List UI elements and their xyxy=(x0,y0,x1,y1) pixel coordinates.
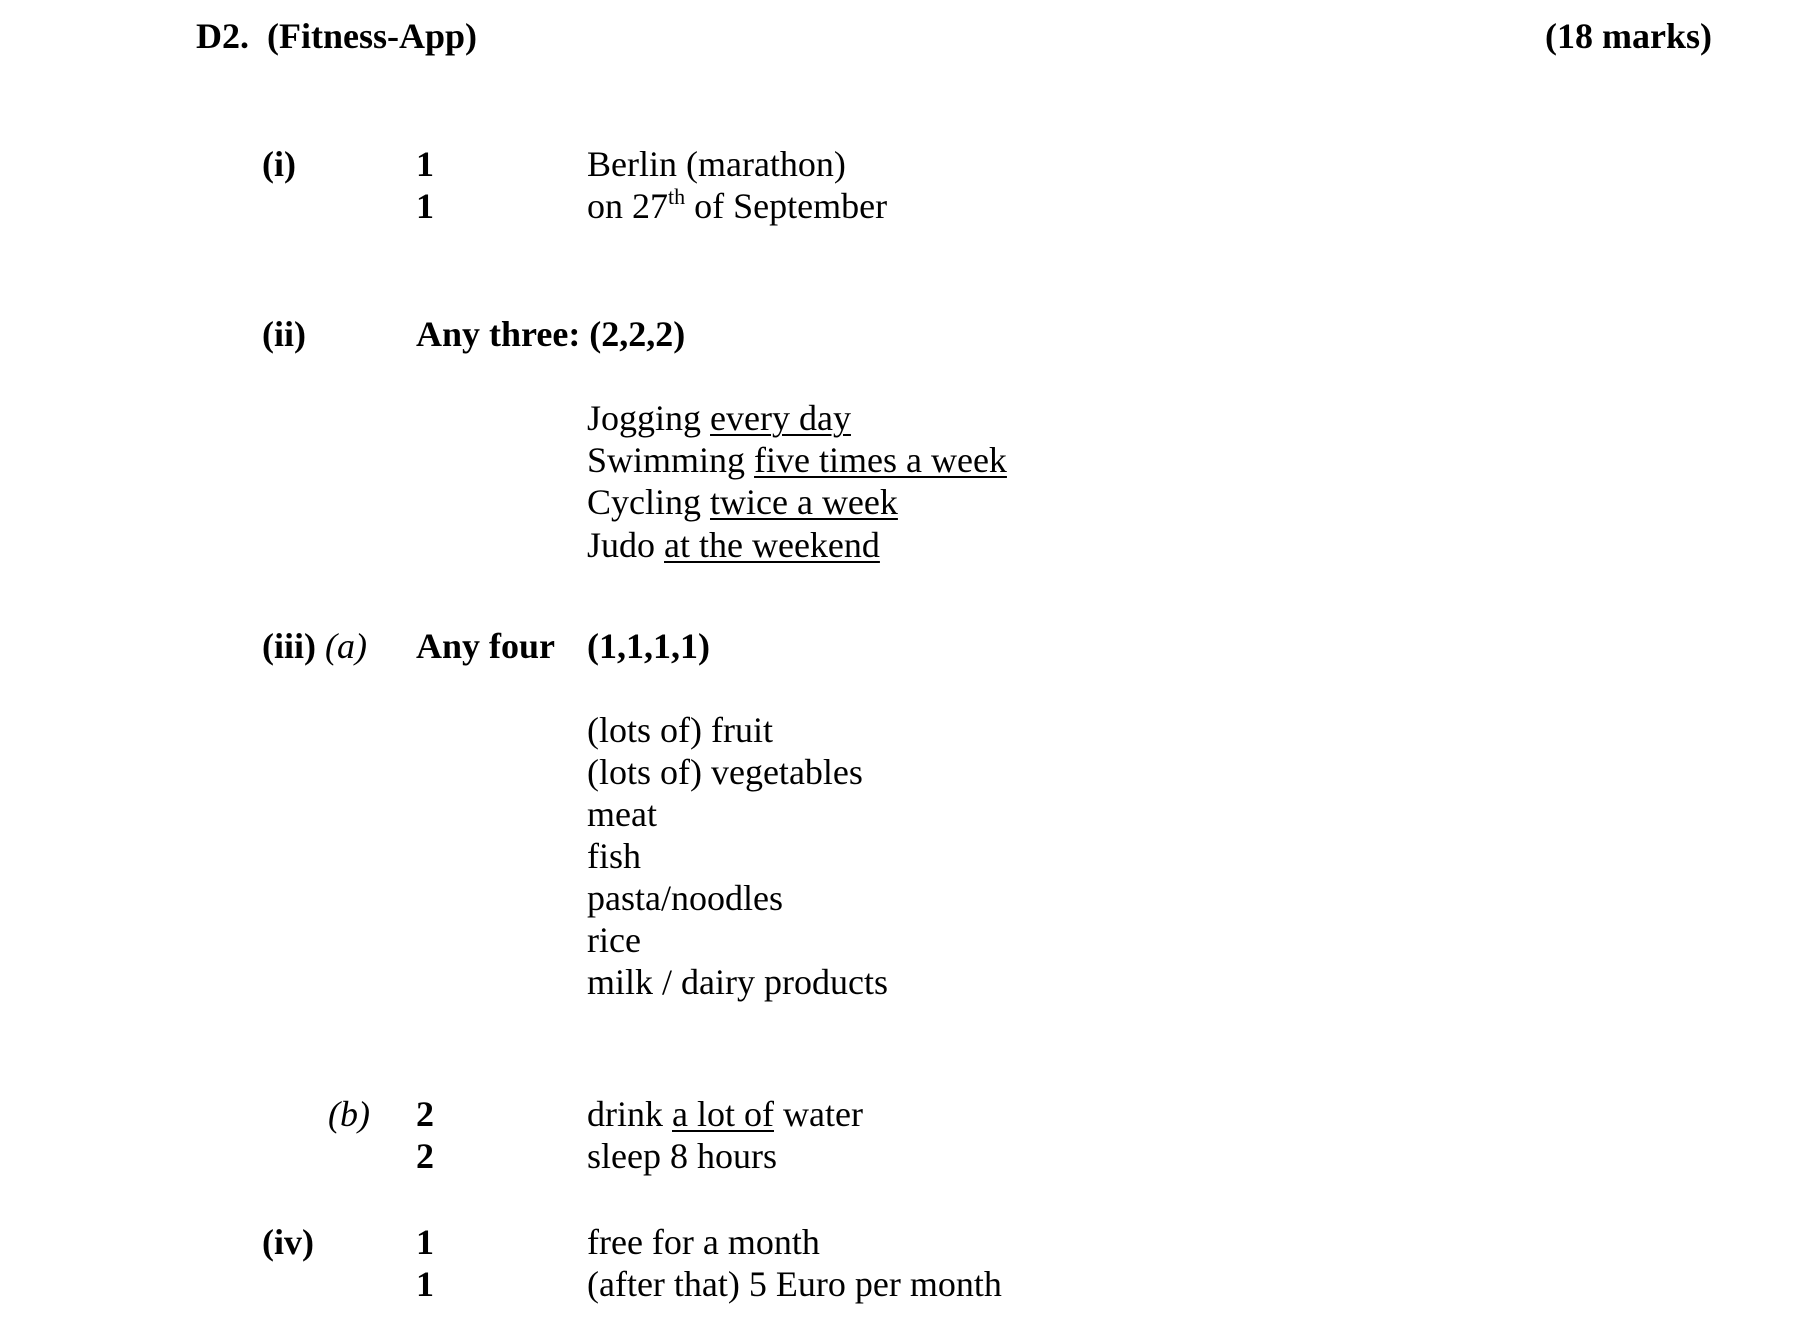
section-iv-mark-2: 1 xyxy=(416,1264,434,1304)
question-id: D2. xyxy=(196,16,249,56)
section-i-mark-1: 1 xyxy=(416,144,434,184)
list-item: milk / dairy products xyxy=(587,962,888,1002)
list-item: pasta/noodles xyxy=(587,878,783,918)
list-item xyxy=(587,484,898,520)
section-iii-number: (iii) xyxy=(262,626,316,666)
activity: Cycling xyxy=(587,482,710,522)
section-iv-label: (iv) xyxy=(262,1222,314,1262)
subsection-b-label: (b) xyxy=(328,1094,370,1134)
question-heading xyxy=(196,18,477,54)
list-item: (lots of) fruit xyxy=(587,710,773,750)
section-iii-b-answer-2: sleep 8 hours xyxy=(587,1136,777,1176)
list-item: (lots of) vegetables xyxy=(587,752,863,792)
list-item xyxy=(587,442,1007,478)
frequency: at the weekend xyxy=(664,525,880,565)
activity: Judo xyxy=(587,525,665,565)
section-iii-a-marks: (1,1,1,1) xyxy=(587,626,710,666)
section-i-mark-2: 1 xyxy=(416,186,434,226)
section-iii-label xyxy=(262,628,367,664)
date-month: of September xyxy=(685,186,888,226)
total-marks: (18 marks) xyxy=(1545,16,1712,56)
section-iii-b-mark-1: 2 xyxy=(416,1094,434,1134)
list-item: fish xyxy=(587,836,641,876)
question-title: (Fitness-App) xyxy=(267,16,478,56)
section-i-answer-1: Berlin (marathon) xyxy=(587,144,846,184)
date-day: on 27 xyxy=(587,186,668,226)
activity: Swimming xyxy=(587,440,755,480)
list-item xyxy=(587,527,880,563)
section-iv-mark-1: 1 xyxy=(416,1222,434,1262)
section-ii-label: (ii) xyxy=(262,314,306,354)
section-i-label: (i) xyxy=(262,144,296,184)
frequency: twice a week xyxy=(710,482,898,522)
section-iii-a-instruction: Any four xyxy=(416,626,556,666)
answer-text: drink xyxy=(587,1094,672,1134)
frequency: every day xyxy=(710,398,851,438)
section-ii-instruction: Any three: (2,2,2) xyxy=(416,314,686,354)
section-iii-b-mark-2: 2 xyxy=(416,1136,434,1176)
ordinal-suffix: th xyxy=(668,184,686,209)
frequency: five times a week xyxy=(754,440,1007,480)
answer-text: water xyxy=(773,1094,863,1134)
section-i-answer-2 xyxy=(587,184,888,226)
list-item: meat xyxy=(587,794,657,834)
section-iv-answer-1: free for a month xyxy=(587,1222,820,1262)
subsection-a-label: (a) xyxy=(324,626,367,666)
section-iv-answer-2: (after that) 5 Euro per month xyxy=(587,1264,1002,1304)
list-item: rice xyxy=(587,920,641,960)
activity: Jogging xyxy=(587,398,711,438)
list-item xyxy=(587,400,851,436)
answer-key-phrase: a lot of xyxy=(672,1094,774,1134)
section-iii-b-answer-1 xyxy=(587,1096,863,1132)
